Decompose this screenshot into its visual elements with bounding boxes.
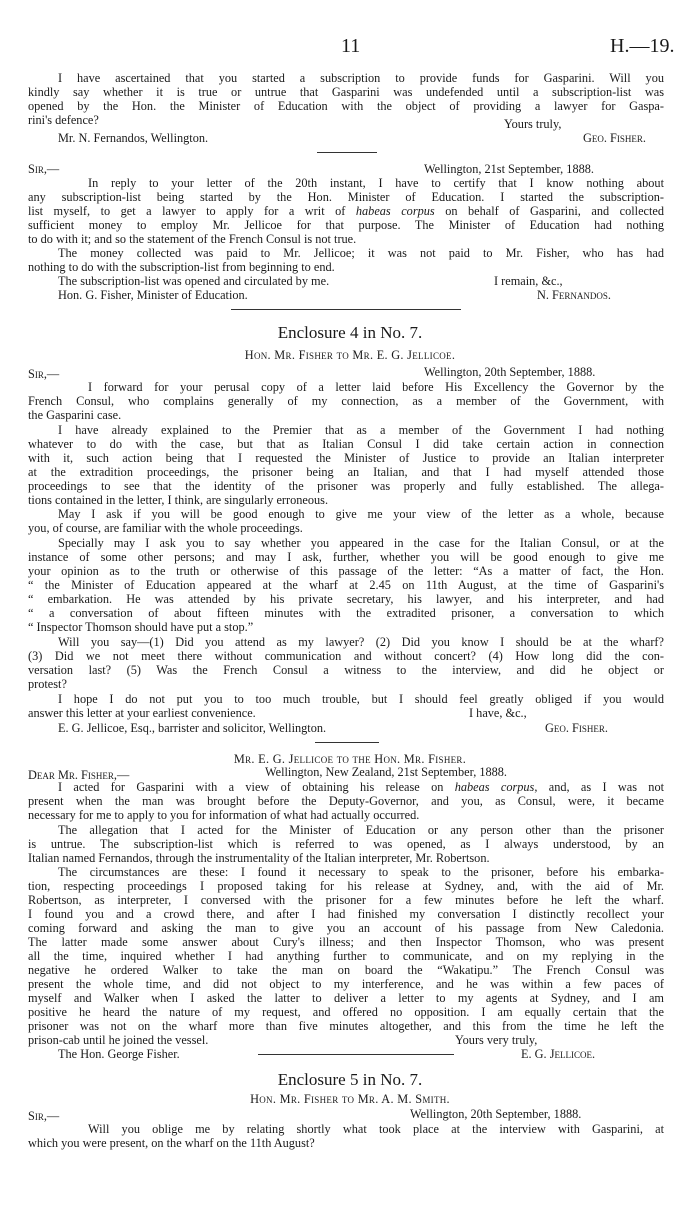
letter1-addressee: Mr. N. Fernandos, Wellington. xyxy=(58,131,209,145)
letter1-signature: Geo. Fisher. xyxy=(583,131,646,145)
letter2-signature: N. Fernandos. xyxy=(537,288,611,302)
enclosure4-line: I have already explained to the Premier that as a member of the Government I had nothing xyxy=(58,423,664,437)
reply-line: is untrue. The subscription-list which is referred to was opened, as I always understood, by an xyxy=(28,837,664,851)
reply-line: Robertson, as interpreter, I conversed with the prisoner for a few minutes before he left the wharf. xyxy=(28,893,664,907)
enclosure5-dateline: Wellington, 20th September, 1888. xyxy=(410,1107,582,1121)
enclosure4-line: “ Inspector Thomson should have put a stop.” xyxy=(28,620,254,634)
letter2-line: to do with it; and so the statement of the French Consul is not true. xyxy=(28,232,357,246)
enclosure4-addressee: E. G. Jellicoe, Esq., barrister and solicitor, Wellington. xyxy=(58,721,327,735)
enclosure4-title: Enclosure 4 in No. 7. xyxy=(277,323,423,342)
reply-line: all the time, inquired whether I had anything further to communicate, and on my replying in the xyxy=(28,949,664,963)
letter2-salutation: Sir,— xyxy=(28,162,60,176)
letter2-line: list myself, to get a lawyer to apply for a writ of habeas corpus on behalf of Gasparini, and collected xyxy=(28,204,665,218)
reply-dateline: Wellington, New Zealand, 21st September, 1888. xyxy=(265,765,508,779)
reply-subtitle: Mr. E. G. Jellicoe to the Hon. Mr. Fisher. xyxy=(233,752,467,766)
enclosure4-signature: Geo. Fisher. xyxy=(545,721,608,735)
enclosure4-line: instance of some other persons; and may I ask, further, whether you will be good enough to give me xyxy=(28,550,664,564)
separator-rule xyxy=(317,152,377,153)
enclosure4-dateline: Wellington, 20th September, 1888. xyxy=(424,365,596,379)
letter1-closing: Yours truly, xyxy=(504,117,562,131)
letter1-line: opened by the Hon. the Minister of Education with the object of providing a lawyer for Gaspa- xyxy=(28,99,664,113)
enclosure4-subtitle: Hon. Mr. Fisher to Mr. E. G. Jellicoe. xyxy=(244,348,456,362)
reply-line: I found you and a crowd there, and after I had finished my conversation I distinctly recollect your xyxy=(28,907,664,921)
reply-line: positive he heard the nature of my request, and offered no opposition. I am equally certain that the xyxy=(28,1005,664,1019)
reply-line: The allegation that I acted for the Minister of Education or any person other than the prisoner xyxy=(58,823,664,837)
reply-line: tion, respecting proceedings I proposed taking for his release at Sydney, and, with the aid of Mr. xyxy=(28,879,664,893)
enclosure4-line: at the extradition proceedings, the prisoner being an Italian, and that I had myself attended those xyxy=(28,465,664,479)
enclosure4-line: tions contained in the letter, I think, are singularly erroneous. xyxy=(28,493,329,507)
enclosure4-line: protest? xyxy=(28,677,67,691)
enclosure4-line: you, of course, are familiar with the whole proceedings. xyxy=(28,521,303,535)
reply-signature: E. G. Jellicoe. xyxy=(521,1047,596,1061)
letter2-line: In reply to your letter of the 20th instant, I have to certify that I know nothing about xyxy=(88,176,664,190)
reply-line: present when the man was brought before the Deputy-Governor, and you, as Consul, were, it became xyxy=(28,794,664,808)
enclosure4-line: the Gasparini case. xyxy=(28,408,122,422)
letter2-closing: I remain, &c., xyxy=(494,274,563,288)
reply-line: necessary for me to apply to you for information of what had actually occurred. xyxy=(28,808,420,822)
letter2-line: The money collected was paid to Mr. Jellicoe; it was not paid to Mr. Fisher, who has had xyxy=(58,246,664,260)
enclosure4-line: May I ask if you will be good enough to give me your view of the letter as a whole, because xyxy=(58,507,664,521)
enclosure5-title: Enclosure 5 in No. 7. xyxy=(277,1070,423,1089)
enclosure4-closing: I have, &c., xyxy=(469,706,527,720)
enclosure4-line: (3) Did we not meet there without communication and without concert? (4) How long did the con- xyxy=(28,649,664,663)
reply-line: The latter made some answer about Cury's illness; and then Inspector Thomson, who was present xyxy=(28,935,664,949)
enclosure4-line: proceedings to see that the identity of the prisoner was properly and fully established. The allega- xyxy=(28,479,664,493)
reply-line: I acted for Gasparini with a view of obtaining his release on habeas corpus, and, as I was not xyxy=(58,780,665,794)
reply-salutation: Dear Mr. Fisher,— xyxy=(28,768,130,782)
reply-addressee: The Hon. George Fisher. xyxy=(58,1047,180,1061)
reply-line: prisoner was not on the wharf more than five minutes altogether, and this from the time he left the xyxy=(28,1019,664,1033)
separator-rule xyxy=(315,742,379,743)
letter2-line: any subscription-list being started by the Hon. Minister of Education. I started the subscription- xyxy=(28,190,664,204)
document-reference: H.—19. xyxy=(610,35,675,57)
enclosure4-line: “ a conversation of about fifteen minutes with the extradited prisoner, a conversation to which xyxy=(28,606,664,620)
page-number: 11 xyxy=(341,35,361,57)
enclosure5-salutation: Sir,— xyxy=(28,1109,60,1123)
separator-rule xyxy=(231,309,461,310)
letter2-line: The subscription-list was opened and circulated by me. xyxy=(58,274,330,288)
enclosure5-line: which you were present, on the wharf on the 11th August? xyxy=(28,1136,315,1150)
enclosure5-subtitle: Hon. Mr. Fisher to Mr. A. M. Smith. xyxy=(250,1092,450,1106)
enclosure4-line: your opinion as to the truth or otherwise of this passage of the letter: “As a matter of fact, the Hon. xyxy=(28,564,664,578)
enclosure4-line: “ the Minister of Education appeared at the wharf at 2.45 on 11th August, at the time of Gasparini's xyxy=(28,578,664,592)
letter1-line: rini's defence? xyxy=(28,113,99,127)
reply-closing: Yours very truly, xyxy=(455,1033,538,1047)
enclosure4-line: I hope I do not put you to too much trouble, but I should feel greatly obliged if you would xyxy=(58,692,664,706)
letter1-line: I have ascertained that you started a subscription to provide funds for Gasparini. Will you xyxy=(58,71,664,85)
reply-line: negative he ordered Walker to take the man on board the “Wakatipu.” The French Consul was xyxy=(28,963,664,977)
reply-line: Italian named Fernandos, through the instrumentality of the Italian interpreter, Mr. Robertson. xyxy=(28,851,490,865)
enclosure4-salutation: Sir,— xyxy=(28,367,60,381)
enclosure4-line: Specially may I ask you to say whether you appeared in the case for the Italian Consul, or at the xyxy=(58,536,664,550)
enclosure4-line: French Consul, who complains generally of my connection, as a member of the Government, with xyxy=(28,394,664,408)
reply-line: The circumstances are these: I found it necessary to speak to the prisoner, before his embarka- xyxy=(58,865,664,879)
reply-line: present the whole time, and did not object to my interference, and he was within a few paces of xyxy=(28,977,664,991)
reply-line: coming forward and asking the man to give you an account of his passage from New Caledonia. xyxy=(28,921,664,935)
letter2-line: sufficient money to employ Mr. Jellicoe for that purpose. The Minister of Education had nothing xyxy=(28,218,664,232)
enclosure4-line: answer this letter at your earliest convenience. xyxy=(28,706,256,720)
enclosure4-line: “ embarkation. He was attended by his private secretary, his lawyer, and his interpreter, and had xyxy=(28,592,664,606)
reply-line: prison-cab until he joined the vessel. xyxy=(28,1033,209,1047)
enclosure4-line: I forward for your perusal copy of a letter laid before His Excellency the Governor by the xyxy=(88,380,664,394)
enclosure4-line: whatever to do with the case, but that as Italian Consul I did take certain action in connection xyxy=(28,437,664,451)
letter2-dateline: Wellington, 21st September, 1888. xyxy=(424,162,594,176)
letter1-line: kindly say whether it is true or untrue that Gasparini was undefended until a subscription-list was xyxy=(28,85,664,99)
enclosure5-line: Will you oblige me by relating shortly what took place at the interview with Gasparini, at xyxy=(88,1122,664,1136)
separator-rule xyxy=(258,1054,454,1055)
enclosure4-line: versation last? (5) Was the French Consul a witness to the interview, and did he object or xyxy=(28,663,664,677)
letter2-line: nothing to do with the subscription-list from beginning to end. xyxy=(28,260,335,274)
reply-line: myself and Walker when I asked the latter to deliver a letter to my agents at Sydney, and I am xyxy=(28,991,664,1005)
enclosure4-line: Will you say—(1) Did you attend as my lawyer? (2) Did you know I should be at the wharf? xyxy=(58,635,664,649)
enclosure4-line: with it, such action being that I requested the Minister of Justice to provide an Italian interpreter xyxy=(28,451,664,465)
letter2-addressee: Hon. G. Fisher, Minister of Education. xyxy=(58,288,248,302)
